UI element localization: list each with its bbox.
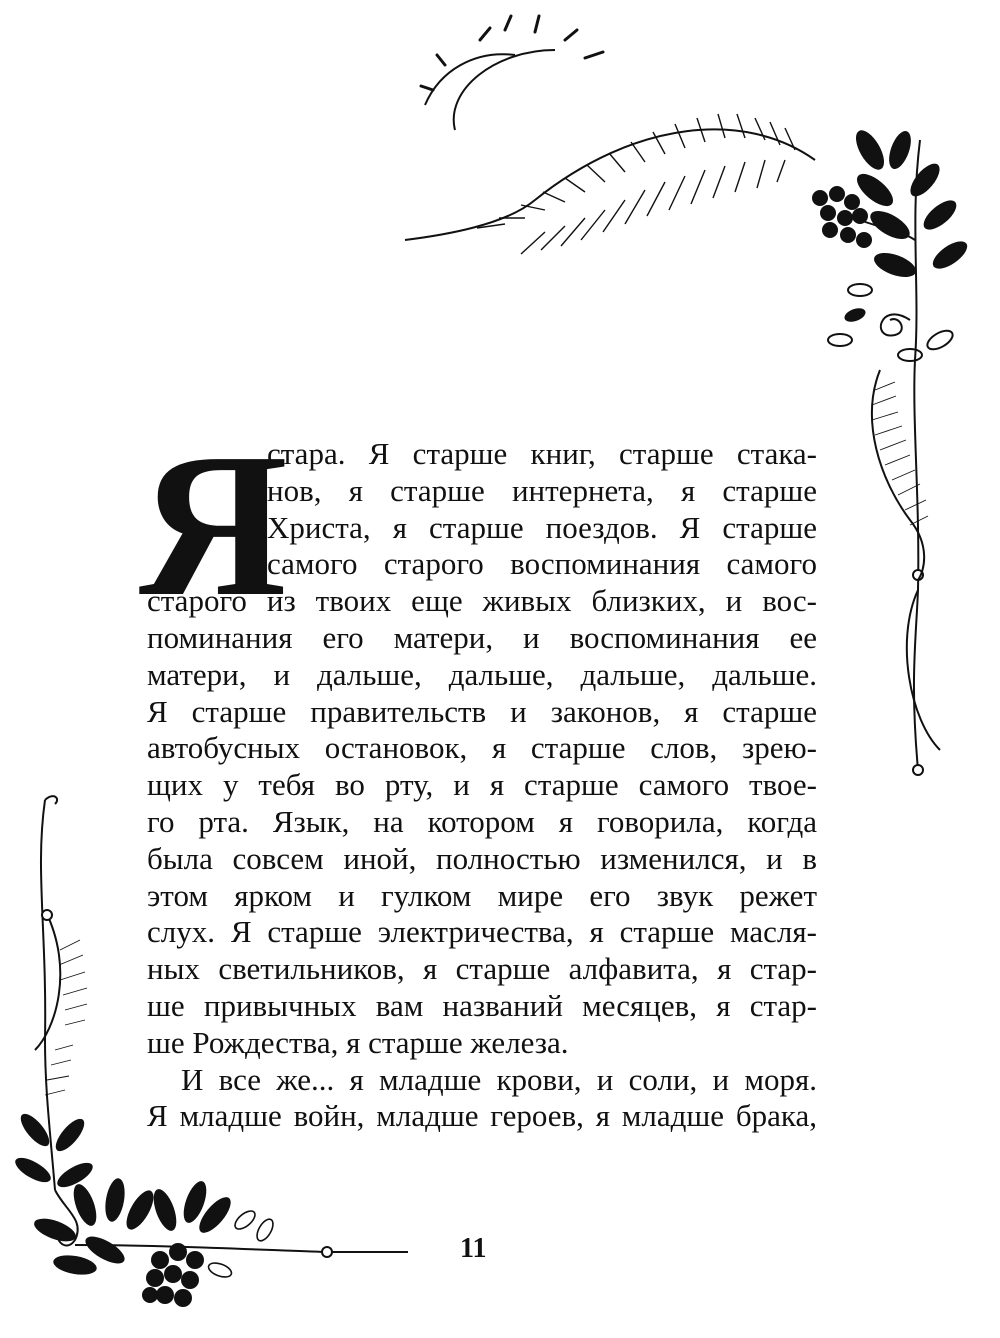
text-line: этом ярком и гулком мире его звук режет [147,877,817,913]
top-feather-ornament [385,10,845,280]
text-line: И все же... я младше крови, и соли, и моря. [181,1061,817,1097]
text-line: была совсем иной, полностью изменился, и в [147,840,817,876]
text-line: самого старого воспоминания самого [267,546,817,582]
text-line: Я старше правительств и законов, я старше [147,693,817,729]
text-line: матери, и дальше, дальше, дальше, дальше. [147,656,817,692]
drop-cap: Я [139,410,288,639]
text-line: щих у тебя во рту, и я старше самого твое- [147,767,817,803]
right-rowan-vine [800,120,980,790]
text-line: поминания его матери, и воспоминания ее [147,619,817,655]
text-line: слух. Я старше электричества, я старше масля- [147,914,817,950]
text-line: нов, я старше интернета, я старше [267,472,817,508]
body-text [139,410,817,1135]
text-line: Я младше войн, младше героев, я младше брака, [147,1098,817,1134]
text-line: стара. Я старше книг, старше стака- [267,436,817,471]
text-line: Христа, я старше поездов. Я старше [267,509,817,545]
text-line: старого из твоих еще живых близких, и вос- [147,583,817,619]
text-line: го рта. Язык, на котором я говорила, когда [147,803,817,839]
text-line: автобусных остановок, я старше слов, зрею- [147,730,817,766]
page-number: 11 [460,1233,487,1264]
text-line: ше привычных вам названий месяцев, я стар- [147,987,817,1023]
text-line: ных светильников, я старше алфавита, я стар- [147,951,817,987]
text-line: ше Рождества, я старше железа. [147,1024,569,1060]
